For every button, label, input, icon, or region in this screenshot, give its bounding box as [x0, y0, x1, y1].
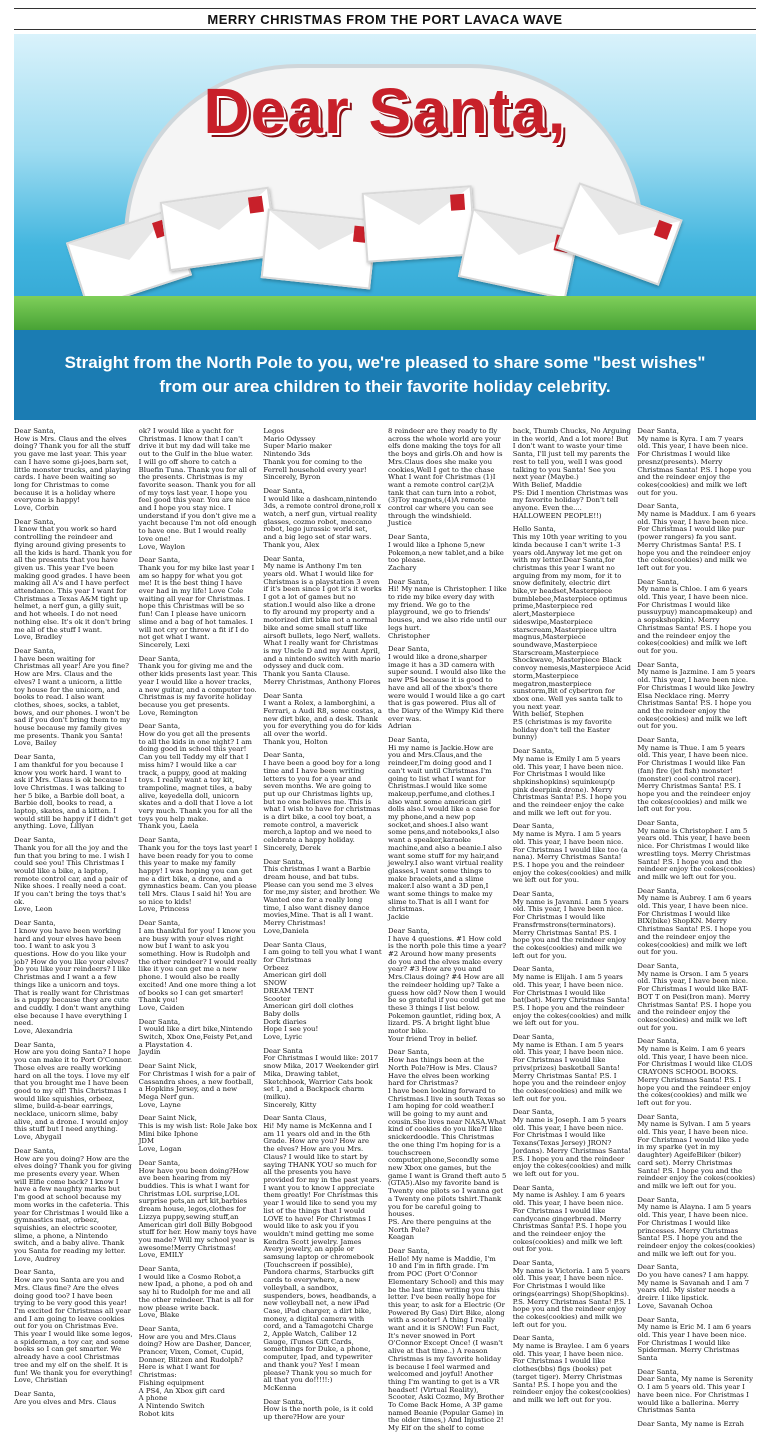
letter	[513, 823, 632, 885]
letter-text: Dear Santa, I know that you work so hard controlling the reindeer and flying around giving presents to all the kids is hard. Thank you for all the presents that you have given us. This year I've been making good grades. I have been making all A's and I have perfect attendance. This year I want for Christmas a Texas A&M tight up helmet, a nerf gun, a gilly suit, and hot wheels. I do not need nothing else. It's ok it don't bring me all of the stuff I want. Love, Bradley	[14, 517, 132, 642]
letter-text: Dear Santa, My name is Joseph. I am 5 years old. This year, I have been nice. For Christmas I would like Texans(Texas Jersey) JRON? Jordans). Merry Christmas Santa! P.S. I hope you and the reindeer enjoy the cokes(cookies) and milk we left out for you.	[512, 1108, 632, 1178]
letter-text: Dear Santa I want a Rolex, a lamborghini, a Ferrari, a Audi R8, some costas, a new dirt bike, and a desk. Thank you for everything you do for kids all over the world. Thank you, Holton	[263, 691, 382, 746]
letter-text: Dear Santa, Thank you for giving me and the other kids presents last year. This year I would like a hover tracks, a new guitar, and a computer too. Christmas is my favorite holiday because you get presents. Love, Remington	[138, 654, 258, 717]
letter-text: Dear Santa, My name is Emily I am 5 years old. This year, I have been nice. For Christmas I would like shpkinshopkins) squinkeup(p pink deerpink drone). Merry Christmas Santa! P.S. I hope you and the reindeer enjoy the cake and milk we left out for you.	[512, 747, 627, 817]
letter-text: Dear Santa, My name is Myra. I am 5 years old. This year, I have been nice. For Christmas I would like too (a nana). Merry Christmas Santa! P.S. I hope you and the reindeer enjoy the cokes(cookies) and milk we left out for you.	[512, 822, 631, 885]
letter-text: Dear Santa, How do you get all the presents to all the kids in one night? I am doing good in school this year! Can you tell Teddy my elf that I miss him? I would like a car track, a puppy, good at making toys. I really want a toy kit, trampoline, magnet tiles, a baby alive, keyedella doll, unicorn skates and a doll that I love a lot very much. Thank you for all the toys you help make. Thank you, Laela	[138, 722, 253, 831]
letter	[513, 1185, 632, 1254]
letter-text: Dear Santa, Are you elves and Mrs. Claus	[14, 1389, 117, 1406]
letter-text: Dear Santa, I would like a dashcam,nintendo 3ds, a remote control drone,roll x watch, a nerf gun, virtual reality glasses, cozmo robot, meccano robot, lego jurassic world set, and a big lego set of star wars. Thank you, Alex	[263, 486, 381, 549]
letter	[388, 737, 507, 922]
letter	[637, 1317, 756, 1363]
letter	[263, 488, 382, 550]
letter	[388, 646, 507, 731]
letter	[139, 428, 258, 551]
letter-text: Dear Santa, I would like a dirt bike,Nintendo Switch, Xbox One,Feisty Pet,and a Playstation 4. Jaydin	[138, 1017, 253, 1057]
letter	[263, 1115, 382, 1392]
letter	[637, 820, 756, 882]
letter-text: Dear Santa Claus, I am going to tell you what I want for Christmas Orbeez American girl doll SNOW DREAM TENT Scooter American girl doll clothes Baby dolls Dork diaries Hope I see you! Love, Lyric	[263, 940, 382, 1042]
letter	[139, 1160, 258, 1260]
letter	[139, 1019, 258, 1058]
letter-text: Dear Santa, How are you Santa are you and Mrs. Claus fine? Are the elves doing good too? I have been trying to be very good this year! I'm excited for Christmas all year and I am going to leave cookies out for you on Christmas Eve. This year I would like some legos, a spiderman, a toy car, and some books so I can get smarter. We already have a cool Christmas tree and my elf on the shelf. It is fun! We thank you for everything! Love, Christian	[14, 1268, 133, 1385]
letter	[14, 837, 133, 914]
column-4	[388, 427, 507, 1433]
letter-text: Dear Santa, I am thankful for you because I know you work hard. I want to ask if Mrs. Claus is ok because I love Christmas. I was talking to her 5 bike, a Barbie doll boat, a Barbie doll, books to read, a laptop, skates, and a kitten. I would still be happy if I didn't get anything. Love, Lillyan	[14, 753, 132, 831]
letter-text: Dear Santa, My name is Ashley. I am 6 years old. This year, I have been nice. For Christmas I would like candycane gingerbread. Merry Christmas Santa! P.S. I hope you and the reindeer enjoy the cokes(cookies) and milk we left out for you.	[512, 1183, 627, 1254]
letter-text: Dear Santa, My name is Chloe. I am 6 years old. This year, I have been nice. For Christmas I would like pussuypuy) mancapmakeup) and a sopskshopkin). Merry Christmas Santa! P.S. I hope you and the reindeer enjoy the cokes(cookies) and milk we left out for you.	[637, 577, 753, 655]
letter-text: Dear Santa, Hi! My name is Christopher. I like to ride my bike every day with my friend. We go to the playground, we go to friends' houses, and we also ride until our legs hurt. Christopher	[388, 577, 507, 640]
column-3	[263, 427, 382, 1422]
letter	[14, 1391, 133, 1406]
letter-text: Dear Santa Claus, Hi! My name is McKenna and I am 11 years old and in the 6th Grade. How are you? How are the elves? How are you Mrs. Claus? I would like to start by saying THANK YOU so much for all the presents you have provided for my in the past years. I want you to know I appreciate them greatly! For Christmas this year I would like to send you my list of the things that I would LOVE to have! For Christmas I would like to ask you if you wouldn't mind getting me some Kendra Scott jewelry. James Avery jewelry, an apple or samsung laptop or chromebook (Touchscreen if possible), Pandora charms, Starbucks gift cards to everywhere, a new volleyball, a sandbox, suspenders, bows, headbands, a new volleyball net, a new iPad Case, iPad charger, a dirt bike, money, a digital camera with cord, and a Tamagotchi Charge 2, Apple Watch, Caliber 12 Gauge, iTunes Gift Cards, somethings for Duke, a phone, computer, Ipad, and typewriter and thank you? Yes! I mean please? Thank you so much for all that you do!!!!!:) McKenna	[263, 1114, 382, 1392]
letter	[637, 1197, 756, 1259]
letter	[513, 1109, 632, 1178]
letter-text: Dear Santa, My name is Eric M. I am 6 years old. This year I have been nice. For Christmas I would like Spiderman. Merry Christmas Santa	[637, 1315, 752, 1363]
letter	[513, 1260, 632, 1329]
letter-text: Dear Santa, My name is Kyra. I am 7 years old. This year, I have been nice. For Christmas I would like presnz(presents). Merry Christmas Santa! P.S. I hope you and the reindeer enjoy the cokes(cookies) and milk we left out for you.	[637, 427, 752, 497]
letter	[263, 556, 382, 687]
letter-text: Dear Santa, I have 4 questions. #1 How cold is the north pole this time a year? #2 Around how many presents do you and the elves make every year? #3 How are you and Mrs.Claus doing? #4 How are all the reindeer holding up? Take a guess how old? Now then I would be so grateful if you could get me these 3 things I list below. Pokemon gauntlet, riding box, A lizard. PS. A bright light blue motor bike. Your friend Troy in belief.	[388, 926, 507, 1043]
letter	[513, 428, 632, 520]
letter	[139, 723, 258, 831]
letter	[263, 859, 382, 936]
column-6	[637, 427, 756, 1428]
letter-text: Dear Santa, How is Mrs. Claus and the elves doing? Thank you for all the stuff you gave me last year. This year can I have some gi-joes,barn set, little monster trucks, and playing cards. I have been waiting so long for Christmas to come because it is a holiday where everyone is happy! Love, Corbin	[14, 427, 131, 513]
letter-text: Dear Saint Nick, For Christmas I wish for a pair of Cassandra shoes, a new football, a Hopkins Jersey, and a new Mega Nerf gun. Love, Layne	[138, 1062, 256, 1109]
letter	[388, 534, 507, 573]
letter-text: Dear Santa, I would like a Iphone 5,new Pokemon,a new tablet,and a bike too please. Zachary	[388, 533, 504, 572]
letter	[139, 1326, 258, 1418]
letter	[139, 837, 258, 914]
letter-text: Dear Santa, Hello! My name is Maddie, I'm 10 and I'm in fifth grade. I'm from POC (Port O'Connor Elementary School) and this may be the last time writing you this letter. I've been really hope for this year, to ask for a Electric (Or Powered By Gas) Dirt Bike, along with a scooter! A thing I really want and it is SNOW! Fun Fact, It's never snowed in Port O'Connor Except Once! (I wasn't alive at that time..) A reason Christmas is my favorite holiday is because I feel warmed and welcomed and joyful! Another thing I'm wanting to get is a VR headset! (Virtual Reality), Scooter, Aski Cozmo, My Brother To Come Back Home, A 3P game named Beanie (Popular Game) in the older times,) And Injustice 2! My Elf on the shelf to come	[388, 1247, 505, 1433]
letter-text: back, Thumb Chucks, No Arguing in the world, And a lot more! But I don't want to waste your time Santa, I'll just tell my parents the rest to tell you, well I was good talking to you Santa! See you next year (Maybe.) With Belief, Maddie PS: Did I mention Christmas was my favorite holiday? Don't tell anyone. Even the.... HALLOWEEN PEOPLE!!)	[512, 427, 631, 520]
letter-text: Dear Santa, I have been a good boy for a long time and I have been writing letters to you for a year and seven months. We are going to put up our Christmas lights up, but no one believes me. This is what I wish to have for christmas is a dirt bike, a cool toy boat, a remote control, a maverick merch,a laptop and we need to celebrate a happy holiday. Sincerely, Derek	[263, 751, 381, 852]
letter-text: Dear Santa, My name is Thue. I am 5 years old. This year, I have been nice. For Christmas I would like Fan (fan) fire (jet fish) monster! (monster) cool control racer). Merry Christmas Santa! P.S. I hope you and the reindeer enjoy the cokes(cookies) and milk we left out for you.	[637, 736, 751, 814]
letter	[637, 1369, 756, 1415]
letter-text: Dear Santa, My name is Christopher. I am 5 years old. This year, I have been nice. For Christmas I would like wrestling toys. Merry Christmas Santa! P.S. I hope you and the reindeer enjoy the cokes(cookies) and milk we left out for you.	[637, 819, 756, 881]
letter-text: Dear Santa, My name is Aubrey. I am 6 years old. This year, I have been nice. For Christmas I would like BIX(bike) ShopKN. Merry Christmas Santa! P.S. I hope you and the reindeer enjoy the cokes(cookies) and milk we left out for you.	[637, 886, 752, 957]
letter-text: Dear Santa, This christmas I want a Barbie dream house, and bat tubs. Please can you send me 3 elves for me,my sister, and brother. We Wanted one for a really long time, I also want disney dance movies,Mine. That is all I want. Merry Christmas! Love,Daniela	[263, 857, 380, 935]
letter-text: Dear Santa, I would like a drone,sharper image it has a 3D camera with super sound. I would also like the new PS4 because it is good to have and all of the xbox's there were would I would like a go cart that is gas powered. Plus all of the Diary of the Wimpy Kid there ever was. Adrian	[388, 645, 506, 731]
letter-text: Dear Santa, Thank you for the toys last year! I have been ready for you to come this year to make my family happy! I was hoping you can get me a dirt bike, a drone, and a gymnastics beam. Can you please tell Mrs. Claus I said hi! You are so nice to kids! Love, Princess	[138, 836, 258, 914]
letter	[139, 557, 258, 649]
letter-text: Dear Santa, How is the north pole, is it cold up there?How are your	[263, 1397, 374, 1422]
letter-text: Dear Santa, How has things been at the North Pole?How is Mrs. Claus?Have the elves been working hard for Christmas? I have been looking forward to Christmas.I live in south Texas so I am hoping for cold weather.I will be going to my aunt and cousin.She lives near NASA.What kind of cookies do you like?I like snickerdoodle. This Christmas the one thing I'm hoping for is a touchscreen computer,phone,Secondly some new Xbox one games, but the game I want is Grand theft auto 5 (GTA5).Also my favorite band is Twenty one pilots so I wanna get a Twenty one pilots tshirt.Thank you for be careful going to houses. PS. Are there penguins at the North Pole? Keagan	[388, 1048, 507, 1242]
letter-text: ok? I would like a yacht for Christmas. I know that I can't drive it but my dad will take me out to the Gulf in the blue water. I will go off shore to catch a Bluefin Tuna. Thank you for all of the presents. Christmas is my favorite season. Thank you for all of my toys last year. I hope you feel good this year. You are nice and I hope you stay nice. I understand if you don't give me a yacht because I'm not old enough to have one. But I would really love one! Love, Waylon	[138, 427, 257, 551]
letter	[14, 754, 133, 831]
letter-text: Dear Santa, My name is Jazmine. I am 5 years old. This year, I have been nice. For Christmas I would like Jewlry Elsa Necklace ring. Merry Christmas Santa! P.S. I hope you and the reindeer enjoy the cokes(cookies) and milk we left out for you.	[637, 660, 756, 731]
letter-text: Dear Santa, I am thankful for you! I know you are busy with your elves right now but I want to ask you something. How is Rudolph and the other reindeer? I would really like it you can get me a new phone. I would also be really excited! And one more thing a lot of books so I can get smarter! Thank you! Love, Caiden	[138, 919, 257, 1012]
column-1	[14, 427, 133, 1406]
letter-text: Dear Santa, Thank you for my bike last year I am so happy for what you got me! It is the best thing I have ever had in my life! Love Cole waiting all year for Christmas. I hope this Christmas will be so fun! Can I please have unicorn slime and a bag of hot tamales. I will not cry or throw a fit if I do not get what I want. Sincerely, Lexi	[138, 556, 255, 649]
letter-text: Dear Santa For Christmas I would like: 2017 snow Mika, 2017 Weekender girl Mika, Drawing tablet, Sketchbook, Warrior Cats book set 1, and a Backpack charm (milku). Sincerely, Kitty	[263, 1046, 379, 1109]
letter-text: Dear Santa, My name is Maddux. I am 6 years old. This year, I have been nice. For Christmas I would like pur (power rangers) fa you sant. Merry Christmas Santa! P.S. I hope you and the reindeer enjoy the cokes(cookies) and milk we left out for you.	[637, 502, 756, 572]
letter	[139, 920, 258, 1012]
letter	[513, 966, 632, 1028]
letter-text: Dear Santa, My name is Orson. I am 5 years old. This year, I have been nice. For Christmas I would like BAT-BOT T on Pesi(Iron man). Merry Christmas Santa! P.S. I hope you and the reindeer enjoy the cokes(cookies) and milk we left out for you.	[637, 962, 752, 1032]
letter-text: Dear Santa, How are you and Mrs.Claus doing? How are Dasher, Dancer, Prancer, Vixen, Comet, Cupid, Donner, Blitzen and Rudolph? Here is what I want for Christmas: Fishing equipment A PS4, An Xbox gift card A phone A Nintendo Switch Robot kits	[138, 1324, 252, 1418]
letter-text: Dear Santa, Do you have canes? I am happy. My name is Savanah and I am 7 years old. My sister needs a dreirr. I like lipstick. Love, Savanah Ochoa	[637, 1263, 750, 1310]
letter	[513, 526, 632, 742]
letter-text: Dear Santa, My name is Sylvan. I am 5 years old. This year, I have been nice. For Christmas I would like yede in my sparke (yet in my daughter) AgeifeBiker (biker) card set). Merry Christmas Santa! P.S. I hope you and the reindeer enjoy the cokes(cookies) and milk we left out for you.	[637, 1112, 756, 1190]
letter	[139, 1266, 258, 1320]
letter	[139, 1063, 258, 1109]
letter-text: Dear Santa, I would like a Cosmo Robot,a new Ipad, a phone, a pod oh and say hi to Rudolph for me and all the other reindeer. That is all for now please write back. Love, Blake	[138, 1265, 254, 1320]
letter	[513, 891, 632, 960]
letter-text: Dear Santa, My name is Anthony I'm ten years old. What I would like for Christmas is a playstation 3 even if it's been since I got it's it works I got a lot of games but no station.I would also like a drone to fly around my property and a motorized dirt bike not a normal bike and some small stuff like airsoft bullets, lego Nerf, wallets. What I really want for Christmas is my Uncle D and my Aunt April, and a nintendo switch with mario odyssey and duck com. Thank you Santa Clause. Merry Christmas, Anthony Flores	[263, 554, 382, 686]
letter	[637, 888, 756, 957]
letter	[637, 1264, 756, 1310]
letters-columns	[14, 427, 756, 1433]
letter-text: Dear Santa, I know you have been working hard and your elves have been too. I want to ask you 3 questions. How do you like your job? How do you like your elves? Do you like your reindeers? I like Christmas and I want a a few things like a unicorn and toys. That is really want for Christmas is a puppy because they are cute and cuddly. I don't want anything else because I have everything I need. Love, Alexandria	[14, 919, 131, 1036]
letter-text: Dear Santa, How are you doing? How are the elves doing? Thank you for giving me presents every year. When will Elfie come back? I know I have a few naughty marks but I'm good at school because my mom works in the cafeteria. This year for Christmas I would like a gymnastics mat, orbeez, squishies, an electric scooter, slime, a phone, a Nintendo switch, and a baby alive. Thank you Santa for reading my letter. Love, Audrey	[14, 1146, 132, 1263]
letter	[263, 1048, 382, 1110]
letter-text: Dear Santa, My name is Alayna. I am 5 years old. This year, I have been nice. For Christmas I would like princesses. Merry Christmas Santa! P.S. I hope you and the reindeer enjoy the cokes(cookies) and milk we left out for you.	[637, 1195, 756, 1258]
letter-text: Dear Saint Nick, This is my wish list: Role Jake box Mini bike Iphone JDM Love, Logan	[138, 1114, 258, 1154]
letter-text: Dear Santa, How have you been doing?How ave been hearing from my buddies. This is what I want for Christmas LOL surprise,LOL surprise pets,an art kit,barbies dream house, legos,clothes for Lizzya puppy,sewing stuff,an American girl doll Billy Bobgood stuff for her. How many toys have you made? Will my school year is awesome!Merry Christmas! Love, EMILY	[138, 1158, 257, 1260]
letter	[263, 428, 382, 482]
letter-text: Dear Santa, How are you doing Santa? I hope you can make it to Port O'Connor. Those elves are really working hard on all the toys. I love my elf that you brought me I have been good to my elf! This Christmas I would like squishies, orbeez, slime, build-a-bear earrings, necklace, unicorn slime, baby alive, and a drone. I would enjoy this stuff but I need anything. Love, Abygail	[14, 1040, 133, 1142]
letter	[14, 920, 133, 1036]
letter-text: Dear Santa, Dear Santa, My name is Serenity O. I am 5 years old. This year I have been nice. For Christmas I would like a ballerina. Merry Christmas Santa	[637, 1367, 753, 1415]
letter	[14, 519, 133, 642]
envelope-icon	[74, 184, 694, 314]
letter	[513, 1335, 632, 1404]
hero-title: Dear Santa,	[203, 75, 567, 147]
letter	[388, 579, 507, 641]
hero-subtitle: Straight from the North Pole to you, we're pleased to share some "best wishes" from our area children to their favorite holiday celebrity.	[14, 330, 756, 420]
letter-text: Dear Santa, My name is Javanni. I am 5 years old. This year, I have been nice. For Christmas I would like Fransfrmstrons(terminators). Merry Christmas Santa! P.S. I hope you and the reindeer enjoy the cokes(cookies) and milk we left out for you.	[512, 890, 629, 960]
letter	[637, 503, 756, 572]
letter	[637, 662, 756, 731]
letter-text: Dear Santa, My name is Keim. I am 6 years old. This year, I have been nice. For Christmas I would like CLOS CRAYONS SCHOOL BOOKS. Merry Christmas Santa! P.S. I hope you and the reindeer enjoy the cokes(cookies) and milk we left out for you.	[637, 1037, 753, 1107]
letter	[513, 1034, 632, 1103]
letter-text: Dear Santa, My name is Ethan. I am 5 years old. This year, I have been nice. For Christmas I would like privs(prizes) basketball Santa! Merry Christmas Santa! P.S. I hope you and the reindeer enjoy the cokes(cookies) and milk we left out for you.	[512, 1033, 627, 1103]
letter	[388, 1248, 507, 1433]
letter-text: Dear Santa, My name is Victoria. I am 5 years old. This year, I have been nice. For Christmas I would like orings(earrings) Shop(Shopkins). P.S. Merry Christmas Santa! P.S. I hope you and the reindeer enjoy the cokes(cookies) and milk we left out for you.	[512, 1259, 631, 1329]
letter	[637, 428, 756, 497]
letter	[263, 693, 382, 747]
letter	[388, 928, 507, 1044]
letter	[263, 942, 382, 1042]
letter	[637, 963, 756, 1032]
letter	[513, 748, 632, 817]
letter	[14, 428, 133, 513]
letter-text: Dear Santa, Hi my name is Jackie.How are you and Mrs.Claus,and the reindeer,I'm doing good and I can't wait until Christmas.I'm going to list what I want for Christmas.I would like some makeup,perfume,and clothes.I also want some american girl dolls also.I would like a case for my phone,and a new pop socket,and shoes.I also want some pens,and notebooks,I also want a speaker,karaoke machine,and also a beanie.I also want some stuff for my hair,and jewelry.I also want virtual reality glasses,I want some things to make bracelets,and a slime maker.I also want a 3D pen,I want some things to make my slime to.That is all I want for christmas. Jackie	[388, 736, 504, 922]
letter	[637, 737, 756, 814]
letter	[139, 1115, 258, 1154]
letter	[14, 1042, 133, 1142]
letter	[388, 1049, 507, 1242]
letter-text: Dear Santa, I have been waiting for Christmas all year! Are you fine? How are Mrs. Claus and the elves? I want a unicorn, a little toy house for the unicorn, and books to read. I also want clothes, shoes, socks, a tablet, bows, and our phones. I won't be sad if you don't bring them to my house because my family gives me presents. Thank you Santa! Love, Bailey	[14, 646, 131, 748]
letter	[637, 1421, 756, 1429]
letter	[14, 1148, 133, 1264]
letter	[14, 648, 133, 748]
hero-banner	[14, 34, 756, 420]
letter	[14, 1269, 133, 1385]
letter	[637, 1114, 756, 1191]
column-5	[512, 427, 632, 1404]
letter-text: Dear Santa, My name is Elijah. I am 5 years old. This year, I have been nice. For Christmas I would like bat(bat). Merry Christmas Santa! P.S. I hope you and the reindeer enjoy the cokes(cookies) and milk we left out for you.	[512, 965, 631, 1028]
letter-text: Dear Santa, My name is Ezrah	[637, 1419, 744, 1428]
letter	[263, 1399, 382, 1422]
letter-text: Hello Santa, This my 10th year writing to you kinda because I can't write 1-3 years old.Anyway let me get on with my letter.Dear Santa,for christmas this year I want no arguing from my mom, for it to snow definitely, electric dirt bike,vr headset,Masterpiece bumblebee,Masterpiece optimus prime,Masterpiece red alert,Masterpiece sideswipe,Masterpiece starscream,Masterpiece ultra magnus,Masterpiece soundwave,Masterpiece Starscream,Masterpiece Shockwave, Masterpiece Black convoy nemesis,Masterpiece Acid storm,Masterpiece megatron,masterpiece sunstorm,Bit of cybertron for xbox one. Well yes santa talk to you next year. With belief, Stephen P.S (christmas is my favorite holiday don't tell the Easter bunny)	[512, 525, 631, 742]
column-2	[138, 427, 258, 1418]
letter-text: Dear Santa, My name is Braylee. I am 6 years old. This year, I have been nice. For Christmas I would like clothes(bbs) figs (books) pet (target tiger). Merry Christmas Santa! P.S. I hope you and the reindeer enjoy the cokes(cookies) and milk we left out for you.	[512, 1334, 631, 1404]
masthead: MERRY CHRISTMAS FROM THE PORT LAVACA WAVE	[14, 8, 756, 30]
letter	[637, 1038, 756, 1107]
letter	[263, 752, 382, 852]
letter	[139, 656, 258, 718]
letter-text: Dear Santa, Thank you for all the joy and the fun that you bring to me. I wish I could see you! This Christmas I would like a bike, a laptop, remote control car, and a pair of Nike shoes. I really need a coat. If you can't bring the toys that's ok. Love, Leon	[14, 836, 130, 914]
letter	[388, 428, 507, 528]
letter-text: Legos Mario Odyssey Super Mario maker Nintendo 3ds Thank you for coming to the Ferrell household every year! Sincerely, Byron	[263, 427, 367, 482]
letter-text: 8 reindeer are they ready to fly across the whole world are your elfs done making the toys for all the boys and girls.Oh and how is Mrs.Claus does she make you cookies,Well I get to the chase What I want for Christmas (1)I want a remote control car(2)A tank that can turn into a robot,(3)Toy magnets,(4)A remote control car where you can see through the windshield. Justice	[388, 427, 503, 528]
letter	[637, 579, 756, 656]
